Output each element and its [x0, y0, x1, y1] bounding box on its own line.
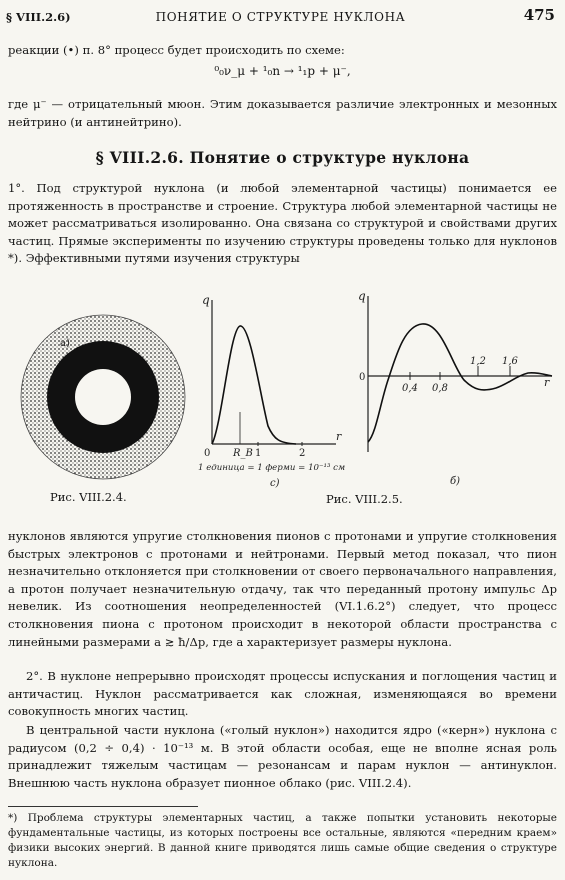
density-curve	[212, 326, 296, 444]
intro-text: реакции (•) п. 8° процесс будет происходить по схеме:	[8, 43, 345, 57]
y-axis-label: q	[202, 293, 210, 307]
figure-charge-plot-b	[356, 284, 556, 494]
charge-curve	[368, 324, 552, 442]
x-axis-label: r	[336, 430, 342, 443]
ring-label: a)	[60, 338, 70, 349]
paragraph-3: 2°. В нуклоне непрерывно происходят процессы испускания и поглощения частиц и античастиц. Нуклон рассматривается как сложная, изменяющаяся во времени совокупность многих частиц.	[8, 669, 557, 719]
section-heading: § VIII.2.6. Понятие о структуре нуклона	[95, 148, 470, 167]
figure-density-plot-a	[196, 284, 356, 494]
paragraph-4: В центральной части нуклона («голый нуклон») находится ядро («керн») нуклона с радиусом (0,2 ÷ 0,4) · 10⁻¹³ м. В этой области особая, еще не вполне ясная роль принадлежит тяжелым частицам — резонансам и парам нуклон — антинуклон. Внешнюю часть нуклона образует пионное облако (рис. VIII.2.4).	[8, 723, 557, 790]
tick-rb: R_B	[233, 448, 253, 459]
tick-04: 0,4	[402, 383, 418, 394]
unit-note: 1 единица = 1 ферми = 10⁻¹³ см	[198, 463, 346, 473]
tick-12: 1,2	[470, 356, 486, 367]
paragraph-2: нуклонов являются упругие столкновения пионов с протонами и упругие столкновения быстрых электронов с протонами и нейтронами. Первый метод показал, что пион незначительно отклоняется при столкновении от своего первоначального направления, а протон получает незначительную отдачу, так что переданный протону импульс Δp невелик. Из соотношения неопределенностей (VI.1.6.2°) следует, что процесс столкновения пиона с протоном происходит в некоторой области пространства с линейными размерами a ≳ ħ/Δp, где a характеризует размеры нуклона.	[8, 529, 557, 649]
tick-0: 0	[204, 448, 211, 459]
page-number: 475	[523, 6, 555, 24]
inner-core	[75, 369, 131, 425]
running-header	[6, 6, 555, 28]
tick-1: 1	[255, 448, 262, 459]
figure-nucleon-ring	[18, 312, 188, 482]
footnote: *) Проблема структуры элементарных частиц, а также попытки установить некоторые фундаментальные частицы, из которых построены все остальные, являются «передним краем» физики высоких энергий. В данной книге приводятся лишь самые общие сведения о структуре нуклона.	[8, 812, 557, 869]
sub-label-b: б)	[450, 476, 461, 487]
x-axis-label: r	[544, 376, 550, 389]
section-ref: § VIII.2.6)	[6, 10, 71, 24]
footnote-rule	[8, 806, 198, 807]
tick-0: 0	[359, 372, 366, 383]
sub-label-a: c)	[270, 478, 280, 489]
tick-08: 0,8	[432, 383, 448, 394]
tick-2: 2	[299, 448, 306, 459]
reaction-formula: ⁰₀ν_μ + ¹₀n → ¹₁p + μ⁻,	[214, 64, 351, 78]
y-axis-label: q	[358, 289, 366, 303]
figure-caption-2: Рис. VIII.2.5.	[326, 492, 403, 506]
figure-caption-1: Рис. VIII.2.4.	[50, 490, 127, 504]
running-title: ПОНЯТИЕ О СТРУКТУРЕ НУКЛОНА	[155, 10, 406, 24]
intro-after: где μ⁻ — отрицательный мюон. Этим доказывается различие электронных и мезонных нейтрино (и антинейтрино).	[8, 97, 557, 129]
paragraph-1: 1°. Под структурой нуклона (и любой элементарной частицы) понимается ее протяженность в пространстве и строение. Структура любой элементарной частицы не может рассматриваться изолированно. Она связана со структурой и свойствами других частиц. Прямые эксперименты по изучению структуры проведены только для нуклонов *). Эффективными путями изучения структуры	[8, 181, 557, 266]
tick-16: 1,6	[502, 356, 518, 367]
